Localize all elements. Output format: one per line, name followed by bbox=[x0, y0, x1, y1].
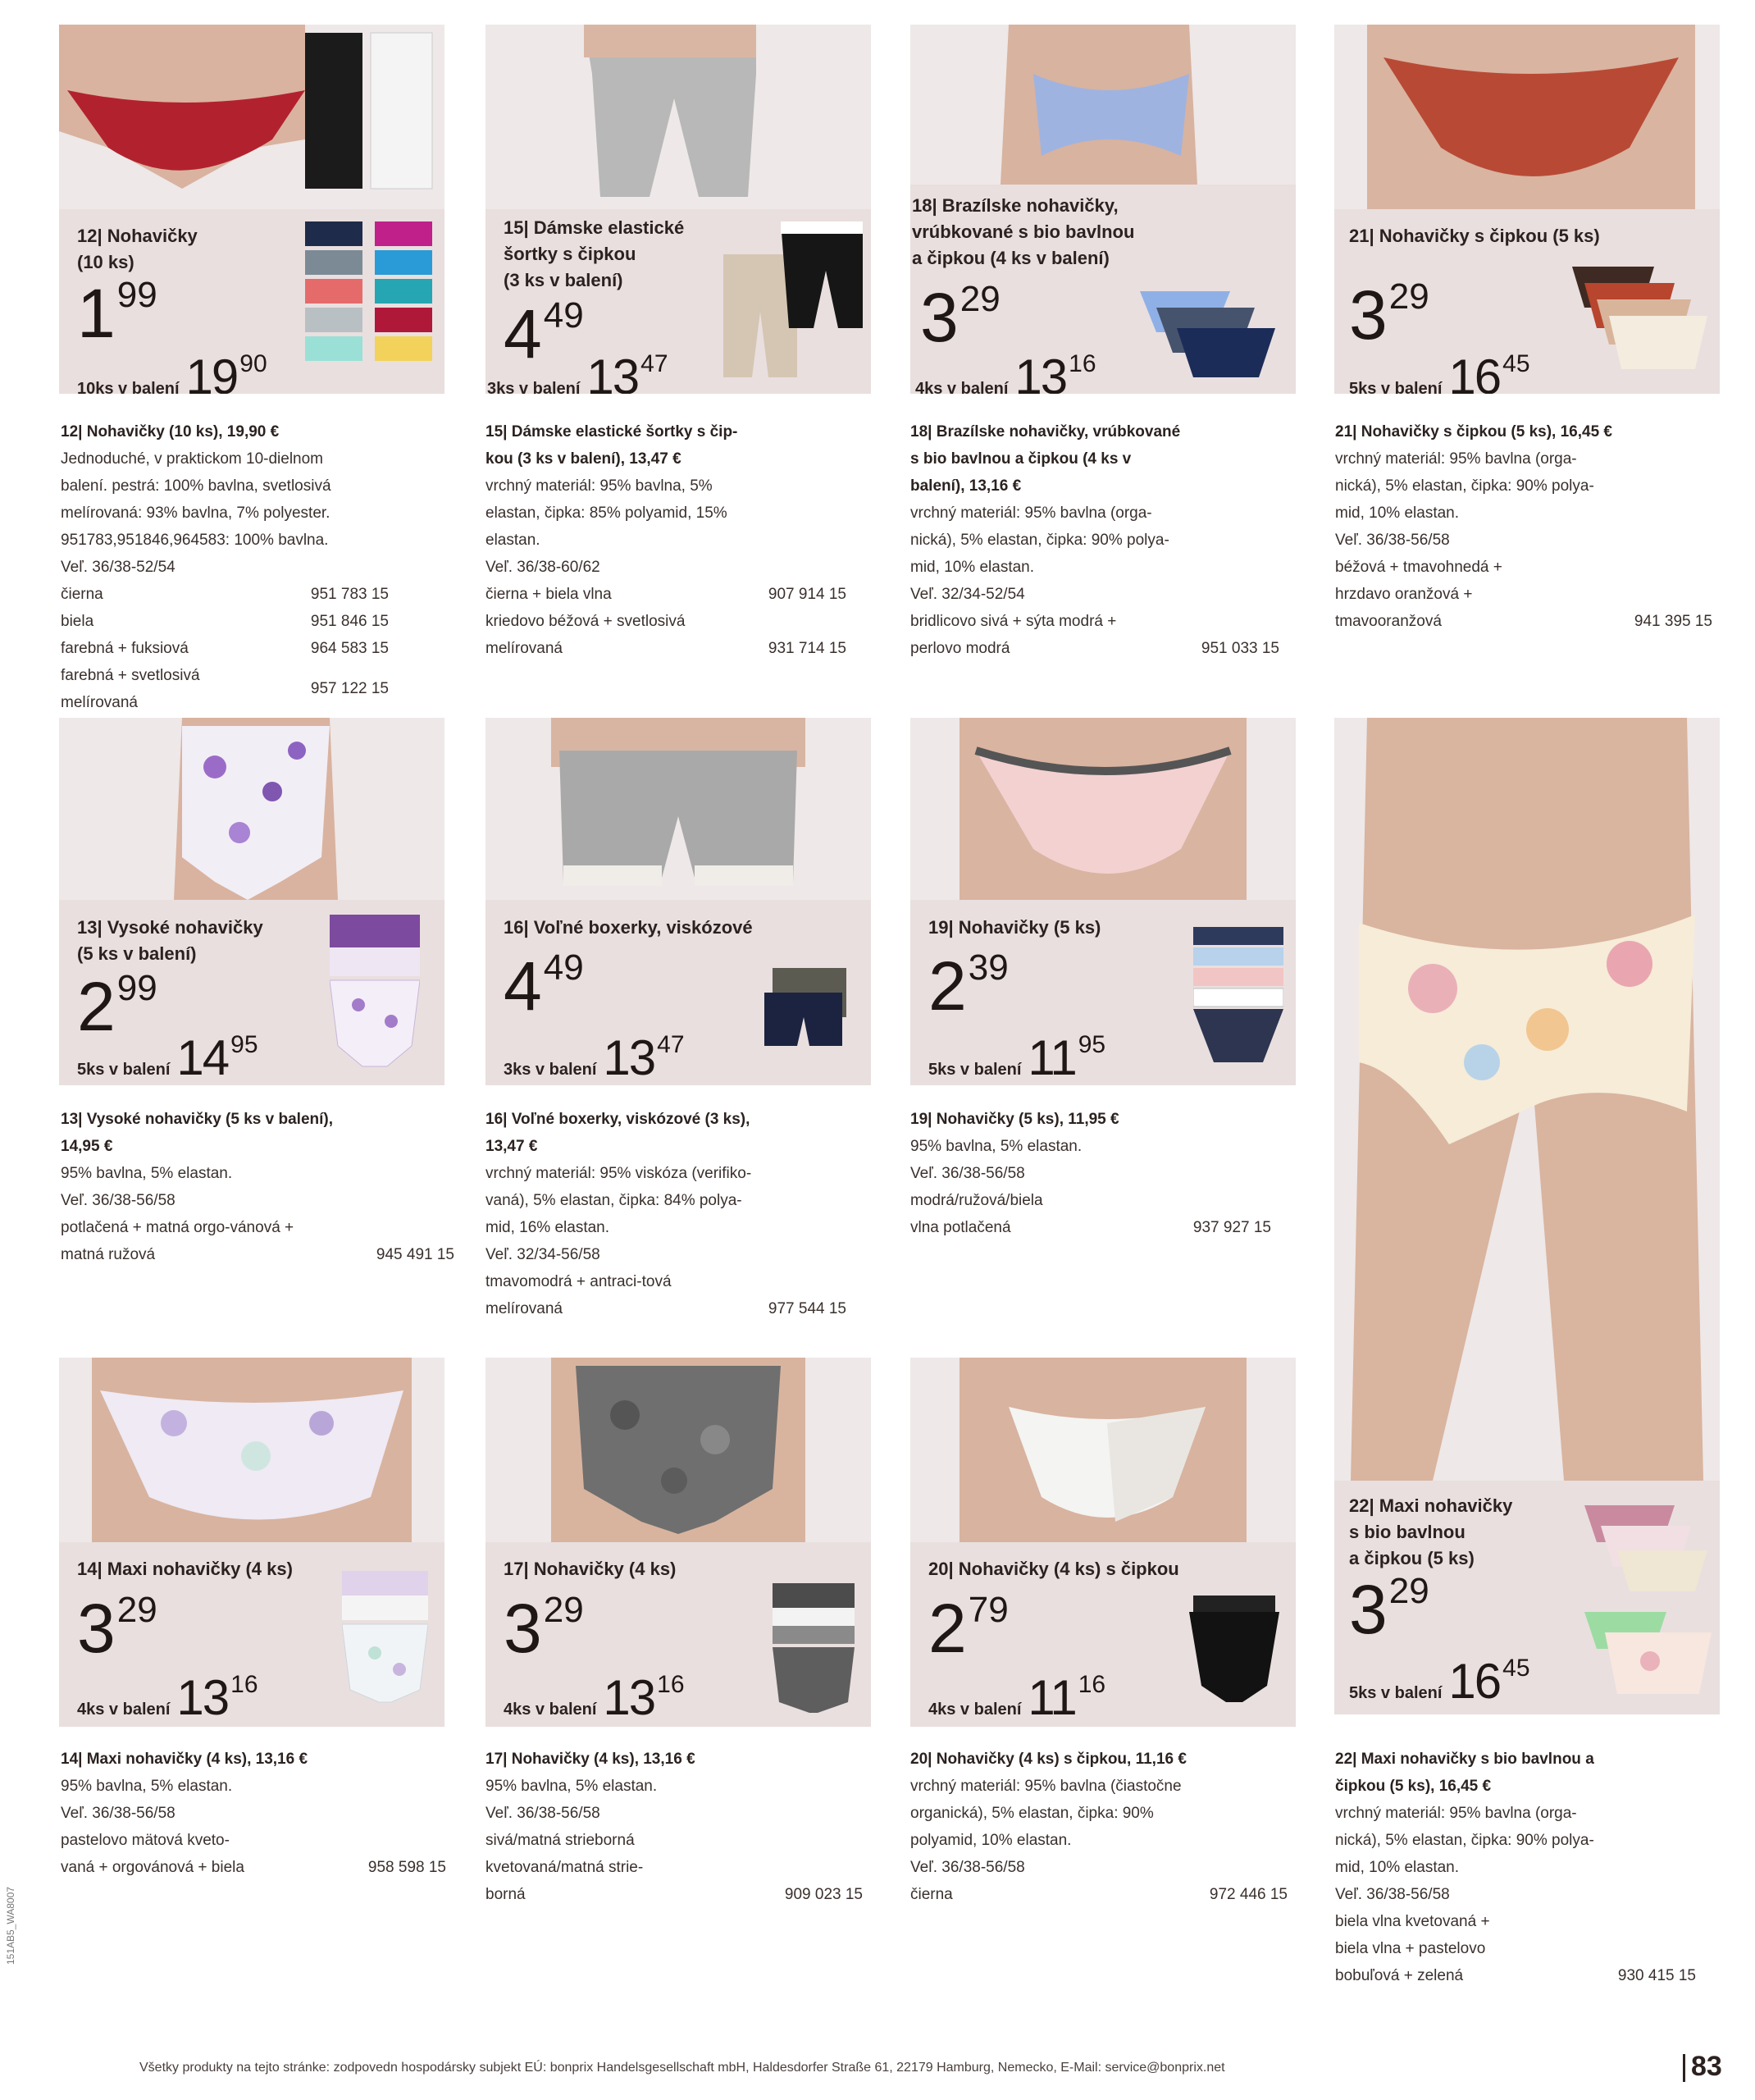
product-panel-15[interactable] bbox=[485, 25, 871, 394]
desc-line: Veľ. 32/34-52/54 bbox=[910, 586, 1025, 603]
price: $3^{29}$ bbox=[1349, 1571, 1429, 1648]
product-photo bbox=[59, 718, 444, 900]
product-panel-21[interactable] bbox=[1334, 25, 1720, 394]
product-photo bbox=[910, 718, 1296, 900]
product-desc-17 bbox=[485, 1746, 871, 1908]
desc-line: Veľ. 36/38-52/54 bbox=[61, 559, 176, 576]
product-panel-19[interactable] bbox=[910, 718, 1296, 1085]
product-title: 17| Nohavičky (4 ks) bbox=[504, 1559, 677, 1579]
product-desc-22 bbox=[1335, 1746, 1721, 1989]
product-panel-17[interactable] bbox=[485, 1358, 871, 1727]
product-desc-15 bbox=[485, 418, 871, 662]
product-title: 14| Maxi nohavičky (4 ks) bbox=[77, 1559, 293, 1579]
price: $1^{99}$ bbox=[77, 275, 157, 352]
desc-line: 95% bavlna, 5% elastan. bbox=[61, 1165, 233, 1182]
desc-line: biela vlna + pastelovo bbox=[1335, 1940, 1486, 1957]
pack-thumbnail bbox=[723, 221, 863, 386]
desc-line: sivá/matná strieborná bbox=[485, 1832, 635, 1849]
pack-thumbnail bbox=[342, 1571, 428, 1706]
desc-line: Veľ. 36/38-56/58 bbox=[910, 1165, 1025, 1182]
desc-title: 18| Brazílske nohavičky, vrúbkované s bio bavlnou a čipkou (4 ks v balení), 13,16 € bbox=[910, 423, 1181, 495]
variant-row: čierna + biela vlna 907 914 15 bbox=[485, 586, 846, 603]
desc-line: 95% bavlna, 5% elastan. bbox=[61, 1778, 233, 1795]
product-photo bbox=[485, 25, 871, 209]
desc-line: elastan, čipka: 85% polyamid, 15% bbox=[485, 504, 727, 522]
product-title: 18| Brazílske nohavičky, vrúbkované s bio bavlnou a čipkou (4 ks v balení) bbox=[912, 195, 1135, 268]
desc-title: 14| Maxi nohavičky (4 ks), 13,16 € bbox=[61, 1751, 308, 1768]
desc-line: vrchný materiál: 95% bavlna (orga- bbox=[910, 504, 1152, 522]
pack-thumbnail bbox=[773, 1583, 855, 1714]
desc-title: 20| Nohavičky (4 ks) s čipkou, 11,16 € bbox=[910, 1751, 1187, 1768]
side-code: 151AB5_WA8007 bbox=[5, 1887, 16, 1965]
desc-line: vrchný materiál: 95% bavlna, 5% bbox=[485, 477, 713, 495]
desc-line: Veľ. 36/38-60/62 bbox=[485, 559, 600, 576]
product-photo bbox=[1334, 25, 1720, 209]
desc-line: Veľ. 36/38-56/58 bbox=[61, 1192, 176, 1209]
pack-thumbnail bbox=[330, 915, 420, 1071]
desc-title: 21| Nohavičky s čipkou (5 ks), 16,45 € bbox=[1335, 423, 1612, 441]
desc-line: vrchný materiál: 95% viskóza (verifiko- bbox=[485, 1165, 752, 1182]
pack-price: 4ks v balení 13 $^{16}$ bbox=[77, 1670, 258, 1725]
variant-row: čierna 951 783 15 bbox=[61, 586, 389, 603]
product-title: 16| Voľné boxerky, viskózové bbox=[504, 917, 753, 938]
desc-line: modrá/ružová/biela bbox=[910, 1192, 1043, 1209]
product-panel-20[interactable] bbox=[910, 1358, 1296, 1727]
variant-row: vlna potlačená 937 927 15 bbox=[910, 1219, 1271, 1236]
pack-price: 3ks v balení 13 $^{47}$ bbox=[504, 1030, 685, 1085]
desc-line: organická), 5% elastan, čipka: 90% bbox=[910, 1805, 1154, 1822]
desc-title: 17| Nohavičky (4 ks), 13,16 € bbox=[485, 1751, 695, 1768]
price: $3^{29}$ bbox=[920, 279, 1001, 356]
price: $4^{49}$ bbox=[504, 947, 584, 1025]
product-desc-21 bbox=[1335, 418, 1721, 635]
desc-line: mid, 16% elastan. bbox=[485, 1219, 610, 1236]
desc-line: Jednoduché, v praktickom 10-dielnom bbox=[61, 450, 324, 468]
pack-price: 5ks v balení 14 $^{95}$ bbox=[77, 1030, 258, 1085]
pack-thumbnail bbox=[1189, 1596, 1279, 1706]
pack-thumbnail bbox=[1140, 291, 1279, 381]
desc-line: 95% bavlna, 5% elastan. bbox=[910, 1138, 1083, 1155]
pack-price: 4ks v balení 13 $^{16}$ bbox=[915, 349, 1096, 394]
product-panel-12[interactable] bbox=[59, 25, 444, 394]
variant-row: bobuľová + zelená 930 415 15 bbox=[1335, 1967, 1696, 1984]
desc-line: nická), 5% elastan, čipka: 90% polya- bbox=[1335, 1832, 1594, 1849]
desc-line: nická), 5% elastan, čipka: 90% polya- bbox=[910, 532, 1169, 549]
price: $2^{79}$ bbox=[928, 1590, 1009, 1667]
desc-line: Veľ. 36/38-56/58 bbox=[910, 1859, 1025, 1876]
page-number: 83 bbox=[1691, 2051, 1722, 2082]
desc-line: mid, 10% elastan. bbox=[910, 559, 1035, 576]
price: $2^{99}$ bbox=[77, 968, 157, 1045]
variant-row: tmavomodrá + antraci-tová melírovaná 977 544 15 bbox=[485, 1273, 846, 1317]
product-title: 13| Vysoké nohavičky (5 ks v balení) bbox=[77, 917, 263, 964]
variant-row: vaná + orgovánová + biela 958 598 15 bbox=[61, 1859, 446, 1876]
variant-row: bridlicovo sivá + sýta modrá + perlovo modrá 951 033 15 bbox=[910, 613, 1279, 657]
product-photo bbox=[59, 1358, 444, 1542]
variant-row: potlačená + matná orgo-vánová + matná ružová 945 491 15 bbox=[61, 1219, 454, 1263]
price: $3^{29}$ bbox=[504, 1590, 584, 1667]
product-photo bbox=[910, 25, 1296, 185]
price: $3^{29}$ bbox=[77, 1590, 157, 1667]
product-title: 20| Nohavičky (4 ks) s čipkou bbox=[928, 1559, 1179, 1579]
product-photo bbox=[910, 1358, 1296, 1542]
variant-row: béžová + tmavohnedá + hrzdavo oranžová + tmavooranžová 941 395 15 bbox=[1335, 559, 1712, 630]
product-photo bbox=[485, 718, 871, 900]
desc-title: 12| Nohavičky (10 ks), 19,90 € bbox=[61, 423, 280, 441]
desc-line: melírovaná: 93% bavlna, 7% polyester. bbox=[61, 504, 330, 522]
product-photo bbox=[485, 1358, 871, 1542]
product-title: 21| Nohavičky s čipkou (5 ks) bbox=[1349, 226, 1600, 246]
desc-line: Veľ. 36/38-56/58 bbox=[61, 1805, 176, 1822]
pack-price: 5ks v balení 16 $^{45}$ bbox=[1349, 349, 1530, 394]
desc-line: pastelovo mätová kveto- bbox=[61, 1832, 230, 1849]
desc-line: Veľ. 36/38-56/58 bbox=[485, 1805, 600, 1822]
variant-row: biela 951 846 15 bbox=[61, 613, 389, 630]
desc-title: 13| Vysoké nohavičky (5 ks v balení), 14,95 € bbox=[61, 1111, 333, 1155]
desc-line: balení. pestrá: 100% bavlna, svetlosivá bbox=[61, 477, 331, 495]
variant-row: farebná + svetlosivá melírovaná 957 122 15 bbox=[61, 667, 389, 711]
variant-row: kriedovo béžová + svetlosivá melírovaná 931 714 15 bbox=[485, 613, 846, 657]
product-desc-13 bbox=[61, 1106, 454, 1268]
desc-line: biela vlna kvetovaná + bbox=[1335, 1913, 1490, 1930]
desc-line: Veľ. 36/38-56/58 bbox=[1335, 1886, 1450, 1903]
desc-title: 19| Nohavičky (5 ks), 11,95 € bbox=[910, 1111, 1119, 1128]
product-desc-12 bbox=[61, 418, 446, 716]
product-photo bbox=[1334, 718, 1720, 1481]
desc-line: elastan. bbox=[485, 532, 540, 549]
product-panel-16[interactable] bbox=[485, 718, 871, 1085]
desc-line: kvetovaná/matná strie- bbox=[485, 1859, 644, 1876]
pack-thumbnail bbox=[1584, 1505, 1716, 1702]
product-panel-13[interactable] bbox=[59, 718, 444, 1085]
pack-price: 5ks v balení 16 $^{45}$ bbox=[1349, 1654, 1530, 1709]
desc-line: 95% bavlna, 5% elastan. bbox=[485, 1778, 658, 1795]
product-desc-14 bbox=[61, 1746, 446, 1881]
desc-title: 15| Dámske elastické šortky s čip- kou (3 ks v balení), 13,47 € bbox=[485, 423, 738, 468]
desc-line: Veľ. 32/34-56/58 bbox=[485, 1246, 600, 1263]
desc-title: 16| Voľné boxerky, viskózové (3 ks), 13,47 € bbox=[485, 1111, 750, 1155]
product-panel-14[interactable] bbox=[59, 1358, 444, 1727]
price: $3^{29}$ bbox=[1349, 276, 1429, 354]
desc-line: nická), 5% elastan, čipka: 90% polya- bbox=[1335, 477, 1594, 495]
product-title: 12| Nohavičky (10 ks) bbox=[77, 226, 198, 272]
product-desc-16 bbox=[485, 1106, 871, 1322]
price: $4^{49}$ bbox=[504, 295, 584, 372]
variant-row: borná 909 023 15 bbox=[485, 1886, 863, 1903]
desc-line: 951783,951846,964583: 100% bavlna. bbox=[61, 532, 329, 549]
pack-price: 4ks v balení 13 $^{16}$ bbox=[504, 1670, 685, 1725]
variant-row: farebná + fuksiová 964 583 15 bbox=[61, 640, 389, 657]
pack-price: 10ks v balení 19 $^{90}$ bbox=[77, 349, 267, 394]
pack-price: 5ks v balení 11 $^{95}$ bbox=[928, 1030, 1106, 1085]
pack-thumbnail bbox=[1572, 267, 1712, 373]
desc-line: Veľ. 36/38-56/58 bbox=[1335, 532, 1450, 549]
product-photo bbox=[59, 25, 444, 209]
product-desc-20 bbox=[910, 1746, 1296, 1908]
product-title: 19| Nohavičky (5 ks) bbox=[928, 917, 1101, 938]
pack-price: 3ks v balení 13 $^{47}$ bbox=[487, 349, 668, 394]
desc-line: polyamid, 10% elastan. bbox=[910, 1832, 1072, 1849]
product-panel-22[interactable] bbox=[1334, 718, 1720, 1714]
variant-row: čierna 972 446 15 bbox=[910, 1886, 1288, 1903]
product-desc-19 bbox=[910, 1106, 1296, 1241]
pack-price: 4ks v balení 11 $^{16}$ bbox=[928, 1670, 1106, 1725]
desc-line: mid, 10% elastan. bbox=[1335, 504, 1460, 522]
desc-title: 22| Maxi nohavičky s bio bavlnou a čipkou (5 ks), 16,45 € bbox=[1335, 1751, 1594, 1795]
product-title: 15| Dámske elastické šortky s čipkou (3 ks v balení) bbox=[504, 217, 685, 290]
desc-line: vrchný materiál: 95% bavlna (čiastočne bbox=[910, 1778, 1182, 1795]
product-panel-18[interactable] bbox=[910, 25, 1296, 394]
pack-thumbnail bbox=[305, 221, 436, 386]
desc-line: mid, 10% elastan. bbox=[1335, 1859, 1460, 1876]
price: $2^{39}$ bbox=[928, 947, 1009, 1025]
footer-legal: Všetky produkty na tejto stránke: zodpovedn hospodársky subjekt EÚ: bonprix Handelsgesellschaft mbH, Haldesdorfer Straße 61, 22179 Hamburg, Nemecko, E-Mail: service@bonprix.net bbox=[139, 2061, 1225, 2075]
desc-line: vrchný materiál: 95% bavlna (orga- bbox=[1335, 450, 1577, 468]
pack-thumbnail bbox=[764, 968, 855, 1050]
desc-line: vaná), 5% elastan, čipka: 84% polya- bbox=[485, 1192, 742, 1209]
product-title: 22| Maxi nohavičky s bio bavlnou a čipkou (5 ks) bbox=[1349, 1495, 1513, 1568]
desc-line: vrchný materiál: 95% bavlna (orga- bbox=[1335, 1805, 1577, 1822]
pack-thumbnail bbox=[1193, 927, 1283, 1071]
product-desc-18 bbox=[910, 418, 1296, 662]
